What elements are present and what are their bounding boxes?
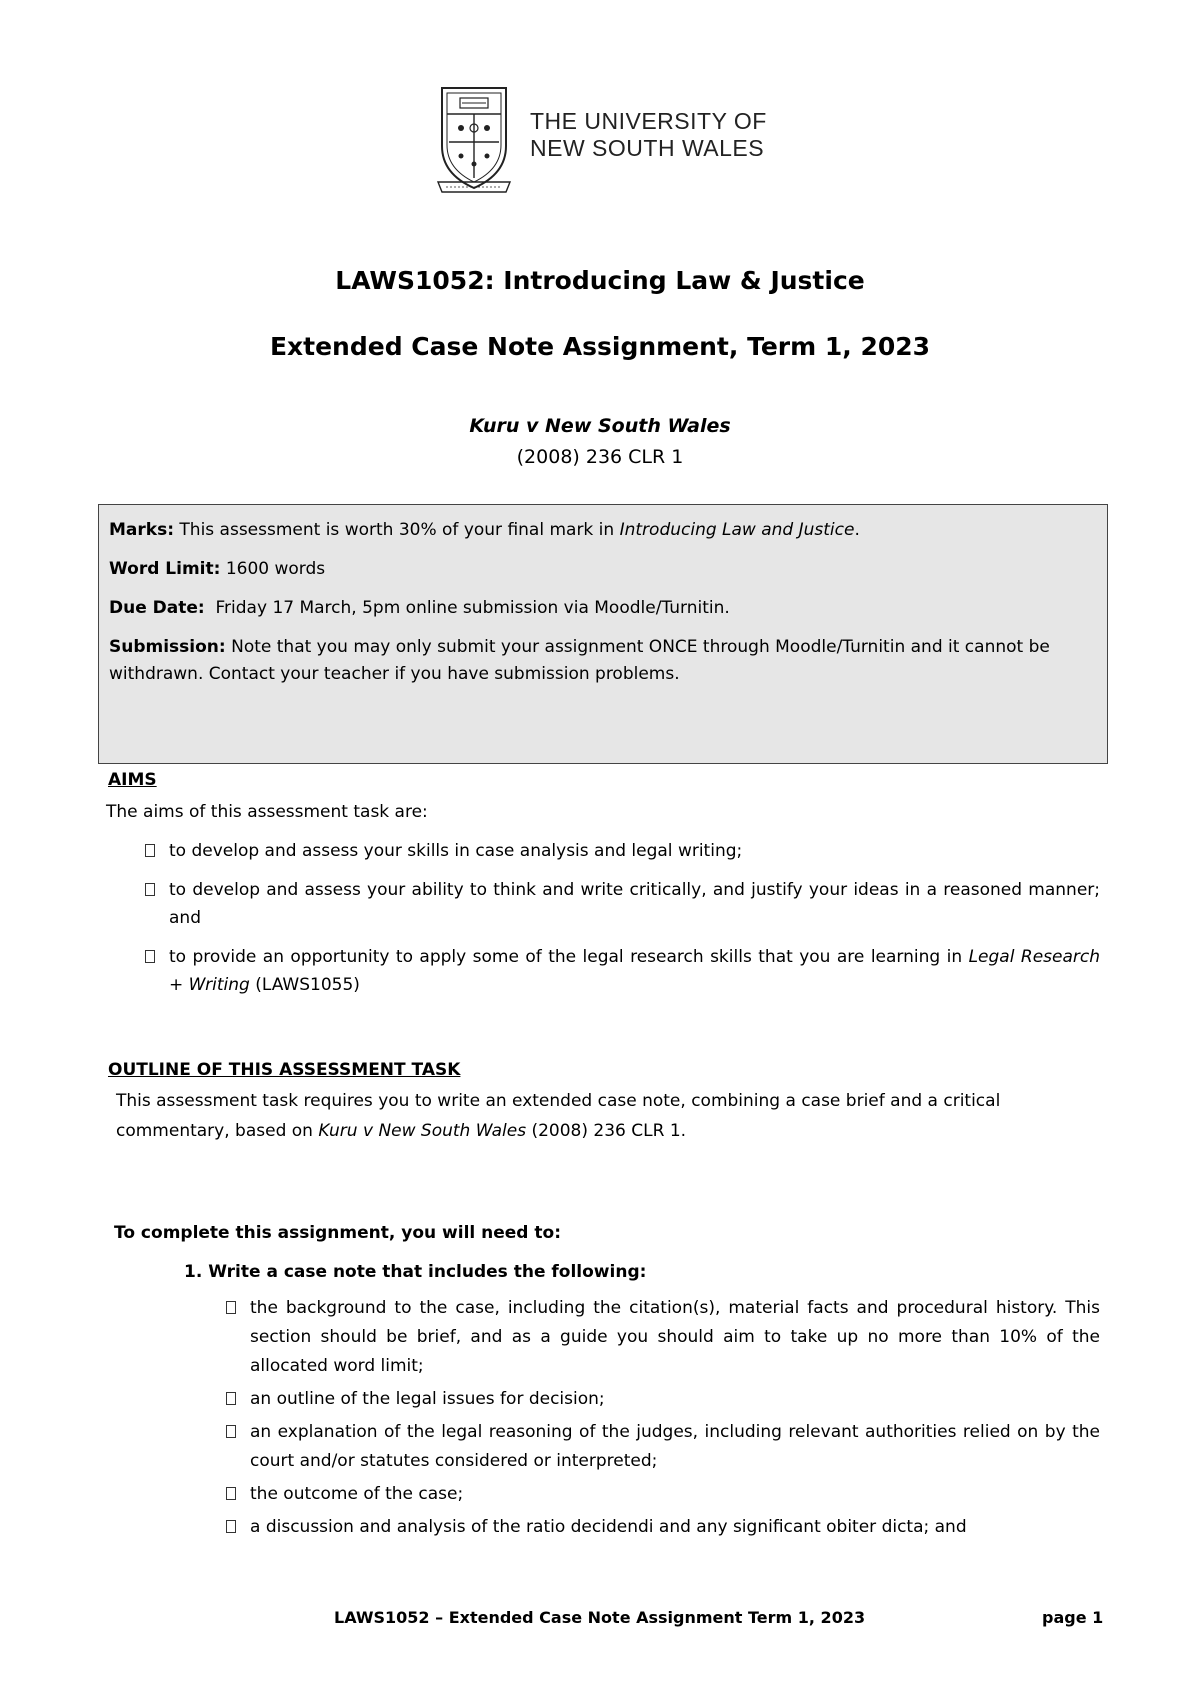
list-item (145, 837, 1100, 865)
aims-intro: The aims of this assessment task are: (106, 802, 428, 822)
list-item (226, 1480, 1100, 1509)
university-logo (436, 84, 767, 194)
marks-label: Marks: (109, 520, 174, 540)
assessment-info-box (98, 504, 1108, 764)
outline-case-name: Kuru v New South Wales (318, 1121, 527, 1141)
case-note-requirements (226, 1294, 1100, 1546)
outline-text-main: This assessment task requires you to write an extended case note, combining a case brief and a critical commentary, based on (116, 1091, 1001, 1141)
bullet-box-icon (226, 1487, 236, 1500)
marks-course-name: Introducing Law and Justice (619, 520, 855, 540)
assignment-title: Extended Case Note Assignment, Term 1, 2023 (269, 332, 931, 361)
list-item (226, 1385, 1100, 1414)
word-limit-label: Word Limit: (109, 559, 221, 579)
list-item (226, 1294, 1100, 1381)
marks-text: This assessment is worth 30% of your final mark in (174, 520, 620, 540)
marks-text-end: . (854, 520, 860, 540)
case-citation: (2008) 236 CLR 1 (516, 446, 684, 468)
university-name (530, 108, 767, 162)
list-item (226, 1418, 1100, 1476)
outline-heading: OUTLINE OF THIS ASSESSMENT TASK (108, 1060, 461, 1080)
due-date-value: Friday 17 March, 5pm online submission via Moodle/Turnitin. (204, 598, 730, 618)
list-item (145, 943, 1100, 999)
aims-item-text-end: (LAWS1055) (249, 975, 360, 995)
submission-line (109, 634, 1097, 688)
requirement-text: the outcome of the case; (250, 1484, 464, 1504)
due-date-line (109, 595, 1097, 622)
submission-label: Submission: (109, 637, 226, 657)
aims-heading: AIMS (108, 770, 157, 790)
requirement-text: the background to the case, including the citation(s), material facts and procedural history. This section should be brief, and as a guide you should aim to take up no more than 10% of the allocated word limit; (250, 1298, 1100, 1376)
bullet-box-icon (145, 844, 155, 857)
bullet-box-icon (226, 1392, 236, 1405)
bullet-box-icon (226, 1520, 236, 1533)
aims-item-text: to develop and assess your ability to think and write critically, and justify your ideas in a reasoned manner; and (169, 880, 1100, 928)
university-name-line1: THE UNIVERSITY OF (530, 108, 767, 134)
list-item (145, 876, 1100, 932)
unsw-crest-icon (436, 84, 512, 194)
word-limit-line (109, 556, 1097, 583)
bullet-box-icon (145, 883, 155, 896)
bullet-box-icon (226, 1425, 236, 1438)
marks-line (109, 517, 1097, 544)
outline-text (116, 1086, 1076, 1146)
due-date-label: Due Date: (109, 598, 205, 618)
complete-heading: To complete this assignment, you will need to: (114, 1223, 561, 1243)
aims-item-course: Legal Research + Writing (169, 947, 1100, 995)
word-limit-value: 1600 words (220, 559, 326, 579)
aims-item-text: to provide an opportunity to apply some of the legal research skills that you are learning in (169, 947, 969, 967)
bullet-box-icon (226, 1301, 236, 1314)
submission-text: Note that you may only submit your assignment ONCE through Moodle/Turnitin and it cannot be withdrawn. Contact your teacher if you have submission problems. (109, 637, 1050, 684)
step-1-heading: 1. Write a case note that includes the following: (184, 1262, 647, 1282)
list-item (226, 1513, 1100, 1542)
requirement-text: an explanation of the legal reasoning of the judges, including relevant authorities relied on by the court and/or statutes considered or interpreted; (250, 1422, 1100, 1471)
bullet-box-icon (145, 950, 155, 963)
requirement-text: a discussion and analysis of the ratio decidendi and any significant obiter dicta; and (250, 1517, 967, 1537)
page-number: page 1 (1042, 1608, 1104, 1627)
footer-title: LAWS1052 – Extended Case Note Assignment Term 1, 2023 (334, 1608, 866, 1627)
aims-item-text: to develop and assess your skills in case analysis and legal writing; (169, 841, 743, 861)
outline-citation: (2008) 236 CLR 1. (526, 1121, 687, 1141)
course-title: LAWS1052: Introducing Law & Justice (335, 266, 865, 295)
requirement-text: an outline of the legal issues for decision; (250, 1389, 605, 1409)
aims-list (145, 837, 1100, 1010)
university-name-line2: NEW SOUTH WALES (530, 135, 765, 161)
case-name: Kuru v New South Wales (469, 415, 731, 437)
